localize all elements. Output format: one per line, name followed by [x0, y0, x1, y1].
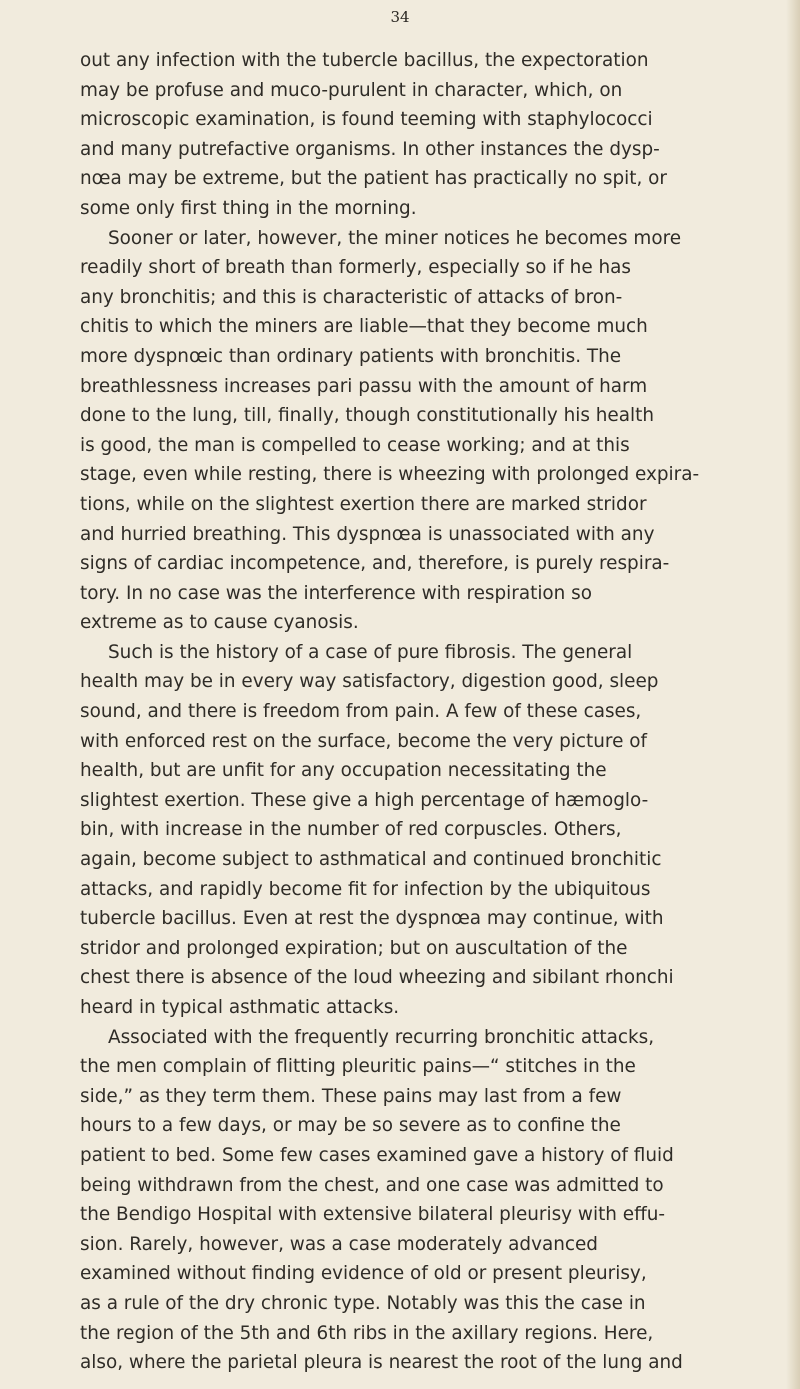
text-line: slightest exertion. These give a high percentage of hæmoglo-: [80, 789, 649, 811]
text-line: and many putrefactive organisms. In other instances the dysp-: [80, 138, 660, 160]
text-line: and hurried breathing. This dyspnœa is unassociated with any: [80, 523, 655, 545]
page-number: 34: [390, 8, 410, 26]
text-line: examined without finding evidence of old or present pleurisy,: [80, 1263, 647, 1285]
text-line: any bronchitis; and this is characteristic of attacks of bron-: [80, 286, 623, 308]
text-line: bin, with increase in the number of red corpuscles. Others,: [80, 819, 622, 841]
text-line: done to the lung, till, finally, though constitutionally his health: [80, 405, 654, 427]
text-line: tory. In no case was the interference with respiration so: [80, 582, 593, 604]
text-line: readily short of breath than formerly, especially so if he has: [80, 257, 632, 279]
text-line: health, but are unfit for any occupation necessitating the: [80, 760, 607, 782]
text-line: nœa may be extreme, but the patient has practically no spit, or: [80, 168, 667, 190]
text-line: is good, the man is compelled to cease working; and at this: [80, 434, 630, 456]
text-line: Such is the history of a case of pure fibrosis. The general: [108, 641, 633, 663]
text-line: sound, and there is freedom from pain. A few of these cases,: [80, 701, 642, 723]
text-line: stridor and prolonged expiration; but on auscultation of the: [80, 937, 628, 959]
text-line: being withdrawn from the chest, and one case was admitted to: [80, 1174, 664, 1196]
text-line: Associated with the frequently recurring bronchitic attacks,: [108, 1026, 655, 1048]
text-line: stage, even while resting, there is wheezing with prolonged expira-: [80, 464, 700, 486]
text-line: as a rule of the dry chronic type. Notably was this the case in: [80, 1292, 646, 1314]
text-line: chest there is absence of the loud wheezing and sibilant rhonchi: [80, 967, 674, 989]
text-line: side,” as they term them. These pains may last from a few: [80, 1085, 622, 1107]
text-line: breathlessness increases pari passu with the amount of harm: [80, 375, 648, 397]
text-line: chitis to which the miners are liable—that they become much: [80, 316, 648, 338]
text-line: extreme as to cause cyanosis.: [80, 612, 359, 634]
text-line: health may be in every way satisfactory, digestion good, sleep: [80, 671, 659, 693]
text-line: the region of the 5th and 6th ribs in the axillary regions. Here,: [80, 1322, 654, 1344]
text-line: more dyspnœic than ordinary patients with bronchitis. The: [80, 345, 622, 367]
text-line: the Bendigo Hospital with extensive bilateral pleurisy with effu-: [80, 1204, 666, 1226]
text-line: again, become subject to asthmatical and continued bronchitic: [80, 849, 662, 871]
page-edge-shadow: [786, 0, 800, 1389]
text-line: with enforced rest on the surface, become the very picture of: [80, 730, 647, 752]
text-line: patient to bed. Some few cases examined gave a history of fluid: [80, 1144, 674, 1166]
text-line: attacks, and rapidly become fit for infection by the ubiquitous: [80, 878, 651, 900]
body-text: [80, 46, 788, 1378]
text-line: heard in typical asthmatic attacks.: [80, 997, 400, 1018]
text-line: sion. Rarely, however, was a case moderately advanced: [80, 1233, 598, 1255]
text-line: Sooner or later, however, the miner notices he becomes more: [108, 227, 682, 249]
text-line: out any infection with the tubercle bacillus, the expectoration: [80, 50, 649, 71]
text-line: also, where the parietal pleura is nearest the root of the lung and: [80, 1352, 683, 1374]
text-line: microscopic examination, is found teeming with staphylococci: [80, 109, 653, 131]
text-line: the men complain of flitting pleuritic pains—“ stitches in the: [80, 1056, 636, 1078]
text-line: may be profuse and muco-purulent in character, which, on: [80, 79, 623, 101]
text-line: tions, while on the slightest exertion there are marked stridor: [80, 493, 647, 515]
text-line: some only first thing in the morning.: [80, 197, 417, 219]
text-line: signs of cardiac incompetence, and, therefore, is purely respira-: [80, 553, 670, 575]
text-line: hours to a few days, or may be so severe as to confine the: [80, 1115, 621, 1137]
text-line: tubercle bacillus. Even at rest the dyspnœa may continue, with: [80, 908, 664, 930]
